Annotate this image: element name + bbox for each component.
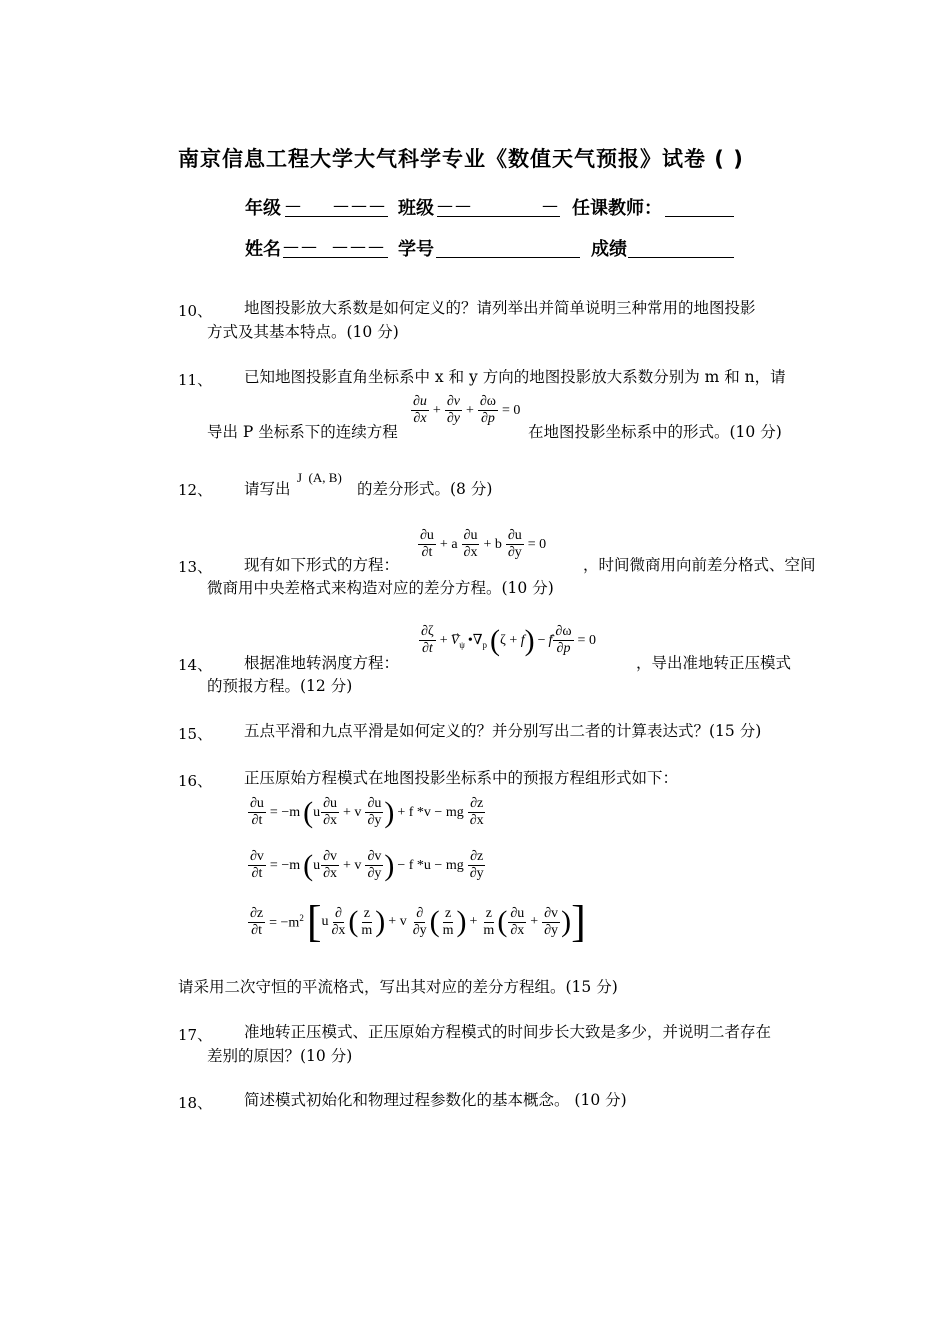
q17-text-2: 差别的原因？(10 分): [207, 1047, 353, 1065]
q14-vorticity-equation: $\frac{\partial\zeta}{\partial t}$ + $V_\psi$ $•\nabla_p$ ( ζ + f ) − f $\frac{\partial\omega}{\partial p}$ = 0: [421, 623, 596, 657]
q13-text-a: 现有如下形式的方程：: [244, 556, 400, 574]
id-label: 学号: [398, 239, 434, 260]
q17-text: 准地转正压模式、正压原始方程模式的时间步长大致是多少，并说明二者存在: [244, 1023, 772, 1041]
class-label: 班级: [398, 198, 434, 219]
grade-dash: —: [285, 196, 301, 215]
name-field[interactable]: [283, 257, 388, 258]
teacher-field[interactable]: [665, 216, 734, 217]
id-field[interactable]: [436, 257, 580, 258]
score-field[interactable]: [628, 257, 734, 258]
grade-field[interactable]: [285, 216, 388, 217]
q12-number: 12、: [178, 481, 213, 499]
q17-number: 17、: [178, 1026, 213, 1044]
grade-label: 年级: [245, 198, 281, 219]
q13-text-b: ，时间微商用向前差分格式、空间: [583, 556, 816, 574]
q10-number: 10、: [178, 302, 213, 320]
q10-text: 地图投影放大系数是如何定义的？请列举出并简单说明三种常用的地图投影: [244, 299, 756, 317]
name-dash-2: ———: [332, 237, 386, 256]
q15-text: 五点平滑和九点平滑是如何定义的？并分别写出二者的计算表达式？(15 分): [244, 722, 762, 740]
class-dash-2: —: [542, 196, 558, 215]
q14-text-a: 根据准地转涡度方程：: [244, 654, 400, 672]
q10-text-2: 方式及其基本特点。(10 分): [207, 323, 399, 341]
q16-v-equation: $\frac{\partial v}{\partial t}$ = −m ( u $\frac{\partial v}{\partial x}$ + v $\frac{\partial v}{\partial y}$ ) − f *u − mg $\frac{\partial z}{\partial y}$: [250, 848, 484, 882]
q12-jacobian: J (A, B): [297, 470, 342, 485]
q16-text: 正压原始方程模式在地图投影坐标系中的预报方程组形式如下：: [244, 769, 679, 787]
q18-number: 18、: [178, 1094, 213, 1112]
q14-text-b: ，导出准地转正压模式: [636, 654, 792, 672]
class-dash: ——: [437, 196, 473, 215]
q16-u-equation: $\frac{\partial u}{\partial t}$ = −m ( u $\frac{\partial u}{\partial x}$ + v $\frac{\partial u}{\partial y}$ ) + f *v − mg $\frac{\partial z}{\partial x}$: [250, 795, 484, 829]
q11-text: 已知地图投影直角坐标系中 x 和 y 方向的地图投影放大系数分别为 m 和 n，请: [244, 368, 786, 386]
q11-text-2a: 导出 P 坐标系下的连续方程: [207, 423, 398, 441]
score-label: 成绩: [591, 239, 627, 260]
q18-text: 简述模式初始化和物理过程参数化的基本概念。 (10 分): [244, 1091, 627, 1109]
name-dash: ——: [283, 237, 319, 256]
q12-text-a: 请写出: [244, 480, 291, 498]
q14-number: 14、: [178, 656, 213, 674]
q12-text-b: 的差分形式。(8 分): [357, 480, 493, 498]
class-field[interactable]: [437, 216, 560, 217]
q11-continuity-equation: $\frac{\partial u}{\partial x}$ + $\frac{\partial v}{\partial y}$ + $\frac{\partial\omega}{\partial p}$ = 0: [413, 394, 521, 426]
q13-text-2: 微商用中央差格式来构造对应的差分方程。(10 分): [207, 579, 554, 597]
teacher-label: 任课教师：: [572, 198, 662, 219]
q16-number: 16、: [178, 772, 213, 790]
name-label: 姓名: [245, 239, 281, 260]
q15-number: 15、: [178, 725, 213, 743]
q11-text-2b: 在地图投影坐标系中的形式。(10 分): [528, 423, 782, 441]
q16-z-equation: $\frac{\partial z}{\partial t}$ = $-m^2$ [ u $\frac{\partial}{\partial x}$ ( $\frac{z}{m}$ ) + v $\frac{\partial}{\partial y}$ ( $\frac{z}{m}$ ) + $\frac{z}{m}$ ( $\frac{\partial u}{\partial x}$ + $\frac{\partial v}{\partial y}$ ) ]: [250, 897, 586, 946]
q11-number: 11、: [178, 371, 213, 389]
q13-advection-equation: $\frac{\partial u}{\partial t}$ + a $\frac{\partial u}{\partial x}$ + b $\frac{\partial u}{\partial y}$ = 0: [420, 528, 547, 560]
q16-text-2: 请采用二次守恒的平流格式，写出其对应的差分方程组。(15 分): [178, 978, 618, 996]
q14-text-2: 的预报方程。(12 分): [207, 677, 353, 695]
page-title: 南京信息工程大学大气科学专业《数值天气预报》试卷 ( ): [178, 147, 744, 171]
q13-number: 13、: [178, 558, 213, 576]
grade-dash-2: ———: [333, 196, 387, 215]
